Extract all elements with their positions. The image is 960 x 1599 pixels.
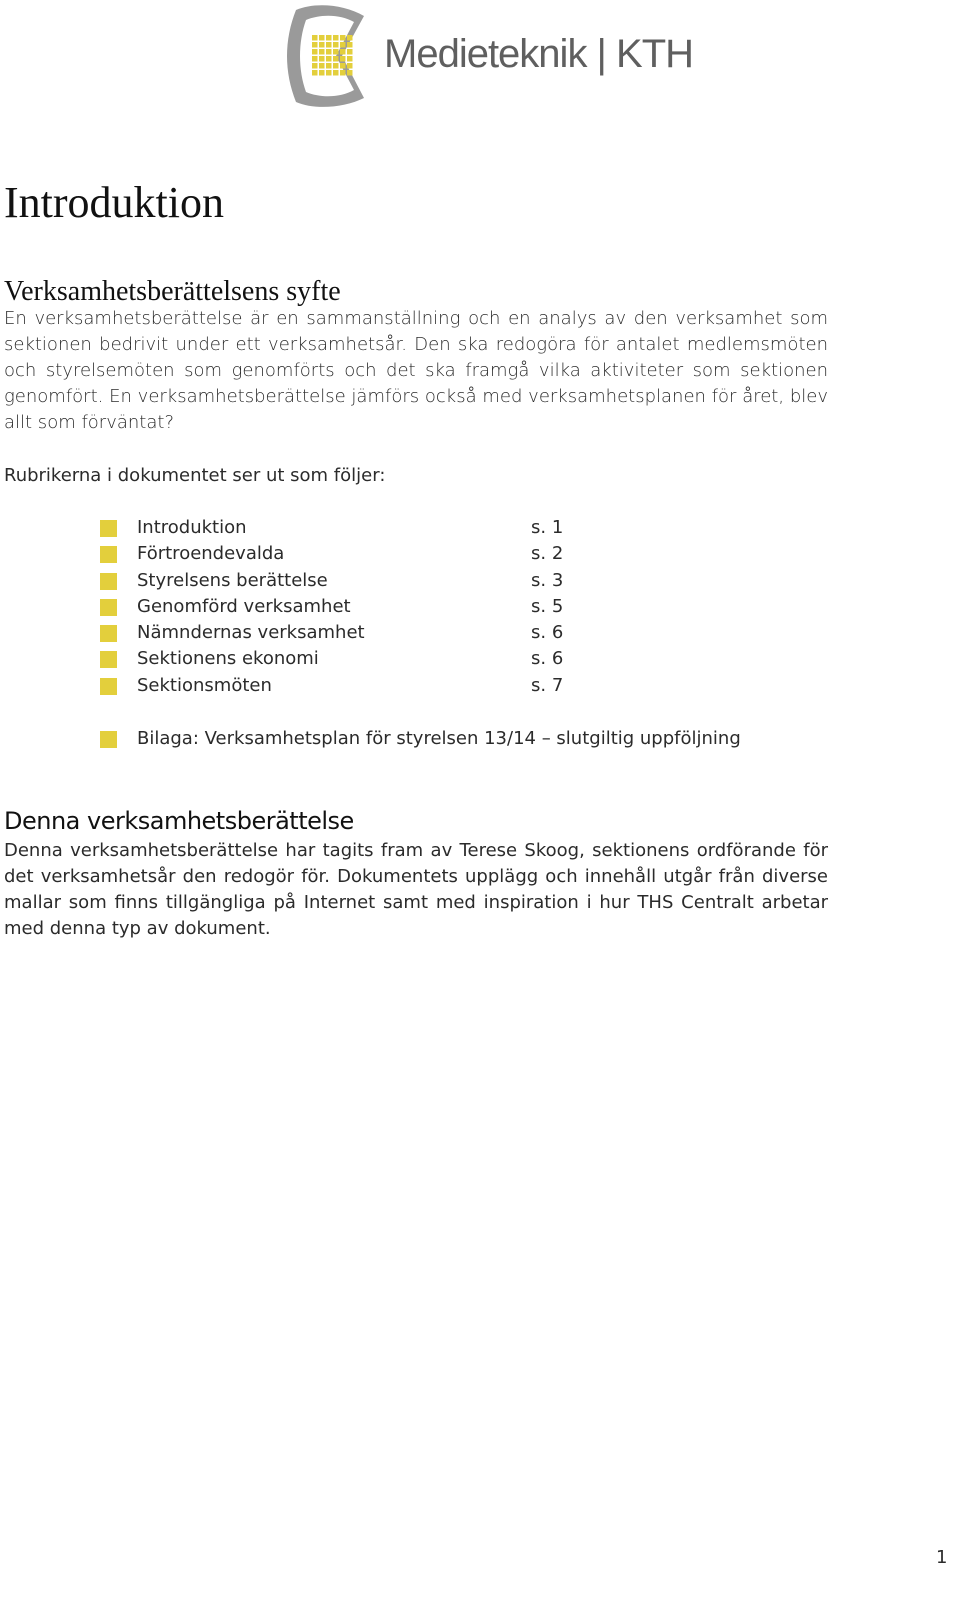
toc-item-page: s. 5	[531, 595, 564, 617]
toc-item-page: s. 2	[531, 543, 564, 565]
toc-item	[100, 568, 620, 594]
square-bullet-icon	[100, 546, 117, 563]
toc-item	[100, 515, 620, 541]
toc-item-page: s. 6	[531, 622, 564, 644]
toc-item-page: s. 1	[531, 517, 564, 538]
toc-item-label: Genomförd verksamhet	[137, 595, 351, 617]
toc-item-page: s. 6	[531, 648, 564, 670]
toc-item	[100, 620, 620, 646]
logo-emblem-icon	[284, 2, 380, 110]
page-number: 1	[936, 1547, 948, 1568]
square-bullet-icon	[100, 599, 117, 616]
toc-appendix	[100, 726, 860, 752]
toc-item-page: s. 7	[531, 674, 564, 696]
toc-item	[100, 594, 620, 620]
purpose-paragraph: En verksamhetsberättelse är en sammanställning och en analys av den verksamhet som sektionen bedrivit under ett verksamhetsår. Den ska redogöra för antalet medlemsmöten och styrelsemöten som genomförts och det ska framgå vilka aktiviteter som sektionen genomfört. En verksamhetsberättelse jämförs också med verksamhetsplanen för året, blev allt som förväntat?	[4, 308, 828, 433]
purpose-heading: Verksamhetsberättelsens syfte	[4, 276, 341, 307]
toc-item	[100, 541, 620, 567]
square-bullet-icon	[100, 573, 117, 590]
toc-item-label: Introduktion	[137, 517, 247, 538]
page-title: Introduktion	[4, 178, 224, 227]
toc-item-label: Sektionsmöten	[137, 674, 272, 696]
toc-item	[100, 646, 620, 672]
toc-item-label: Styrelsens berättelse	[137, 569, 328, 591]
toc-item	[100, 673, 620, 699]
toc-intro: Rubrikerna i dokumentet ser ut som följer:	[4, 465, 386, 486]
toc-item-label: Förtroendevalda	[137, 543, 285, 565]
square-bullet-icon	[100, 520, 117, 537]
report-paragraph: Denna verksamhetsberättelse har tagits fram av Terese Skoog, sektionens ordförande för det verksamhetsår den redogör för. Dokumentets upplägg och innehåll utgår från diverse mallar som finns tillgängliga på Internet samt med inspiration i hur THS Centralt arbetar med denna typ av dokument.	[4, 840, 828, 939]
square-bullet-icon	[100, 625, 117, 642]
logo-wordmark: Medieteknik | KTH	[384, 32, 694, 76]
toc-item-label: Sektionens ekonomi	[137, 648, 319, 670]
square-bullet-icon	[100, 651, 117, 668]
toc-item-page: s. 3	[531, 569, 564, 591]
medieteknik-kth-logo	[284, 2, 704, 112]
appendix-label: Bilaga: Verksamhetsplan för styrelsen 13/14 – slutgiltig uppföljning	[137, 728, 741, 749]
square-bullet-icon	[100, 678, 117, 695]
square-bullet-icon	[100, 731, 117, 748]
toc-item-label: Nämndernas verksamhet	[137, 622, 365, 644]
toc-list	[100, 515, 620, 699]
report-heading: Denna verksamhetsberättelse	[4, 807, 354, 835]
